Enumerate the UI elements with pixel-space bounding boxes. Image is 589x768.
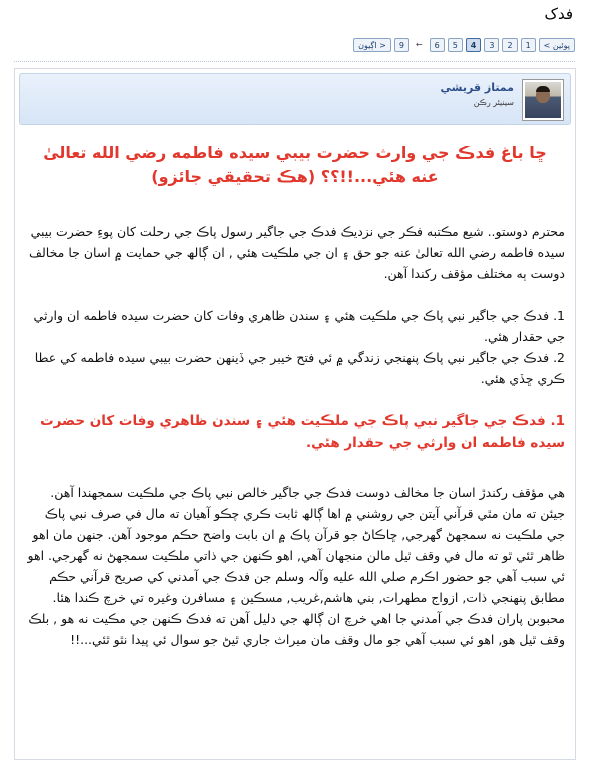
post-container — [14, 68, 576, 760]
pager-page-3[interactable]: 3 — [484, 38, 499, 52]
avatar[interactable] — [522, 79, 564, 121]
post-section-body-1: هي مؤقف رکندڙ اسان جا مخالف دوست فدڪ جي جاگير خالص نبي پاڪ جي ملڪيت سمجهندا آهن. جيئن ته مان مٿي قرآني آيتن جي روشني ۾ اها ڳالھ ثابت ڪري چڪو آهيان ته مال في صرف نبي پاڪ جي ملڪيت نه سمجهڻ گهرجي, ڇاڪاڻ جو قرآن پاڪ ۾ ان بابت واضح حڪم موجود آهن. جنهن مان اهو ظاهر ٿئي ٿو ته مال في وقف ٿيل مالن منجهان آهي, اهو ڪنهن جي ذاتي ملڪيت سمجهڻ نه گهرجي. اهو ئي سبب آهي جو حضور اڪرم صلي الله عليه وآلہ وسلم جن فدڪ جي آمدني کي صريح قرآني حڪم مطابق پنھنجي ذات, ازواج مطهرات, بني هاشم,غريب, مسڪين ۽ مسافرن وغيره تي خرچ ڪندا هئا. محبوبن پاران فدڪ جي آمدني جا اهي خرچ ان ڳالھ جي دليل آهن ته فدڪ ڪنهن جي مڪيت نه هو , بلڪ وقف ٿيل هو, اهو ئي سبب آهي جو مال وقف مان ميراث جاري ٿيڻ جو سوال ئي پيدا نٿو ٿئي...!! — [27, 485, 565, 647]
post-headline: ڇا باغ فدڪ جي وارث حضرت بيبي سيده فاطمه رضي الله تعالیٰ عنه هئي...!!؟؟ (هڪ تحقيقي جائزو) — [43, 143, 547, 186]
divider — [14, 61, 575, 62]
page-title: فدک — [544, 5, 573, 23]
post-body — [25, 131, 565, 650]
pager-page-4-current[interactable]: 4 — [466, 38, 482, 52]
pager-page-1[interactable]: 1 — [521, 38, 536, 52]
post-point-2: 2. فدڪ جي جاگير نبي پاڪ پنھنجي زندگي ۾ ئي فتح خيبر جي ڏينھن حضرت بيبي سيده فاطمه کي عطا ڪري ڇڏي هئي. — [34, 350, 565, 386]
post-author-bar — [19, 73, 571, 125]
pager-page-5[interactable]: 5 — [448, 38, 463, 52]
author-rank: سينيئر رڪن — [473, 98, 514, 107]
pager-prev-button[interactable]: < پوئين — [539, 38, 575, 52]
pager-ellipsis-arrow: ← — [415, 40, 423, 49]
post-point-1: 1. فدڪ جي جاگير نبي پاڪ جي ملڪيت هئي ۽ سندن ظاهري وفات کان حضرت سيده فاطمه ان وارثي جي حقدار هئي. — [33, 308, 565, 344]
pager-next-button[interactable]: اڳيون > — [353, 38, 391, 52]
avatar-hair-shape — [536, 86, 550, 92]
pager-page-2[interactable]: 2 — [502, 38, 517, 52]
pager-page-last[interactable]: 9 — [394, 38, 409, 52]
pagination — [353, 38, 575, 52]
post-section-heading-1: 1. فدڪ جي جاگير نبي پاڪ جي ملڪيت هئي ۽ سندن ظاهري وفات کان حضرت سيده فاطمه ان وارثي جي حقدار هئي. — [40, 413, 565, 451]
avatar-photo — [525, 82, 561, 118]
author-name-link[interactable]: ممتاز قريشي — [440, 81, 514, 94]
pager-page-6[interactable]: 6 — [430, 38, 445, 52]
post-intro-paragraph: محترم دوستو.. شيع مڪتبه فڪر جي نزديڪ فدڪ جي جاگير رسول پاڪ جي رحلت کان پوءِ حضرت بيبي سيده فاطمه رضي الله تعالیٰ عنه جو حق ۽ ان جي ملڪيت هئي , ان ڳالھ جي حمايت ۾ اسان جا مخالف دوست ٻه مختلف مؤقف رکندا آهن. — [29, 224, 565, 281]
